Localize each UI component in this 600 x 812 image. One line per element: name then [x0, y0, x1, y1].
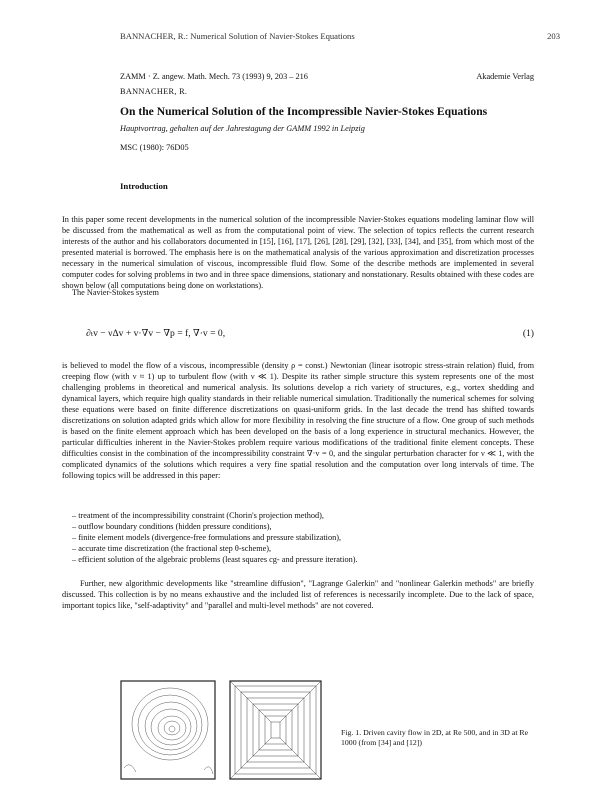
author-name: BANNACHER, R.	[120, 87, 188, 96]
further-paragraph: Further, new algorithmic developments like "streamline diffusion", "Lagrange Galerkin" and "nonlinear Galerkin methods" are briefly discussed. This collection is by no means exhaustive and the included list of references is necessarily incomplete. Due to the lack of space, important topics like, "self-adaptivity" and "parallel and multi-level methods" are not covered.	[62, 579, 534, 611]
list-item: – outflow boundary conditions (hidden pressure conditions),	[72, 521, 532, 532]
figure-caption: Fig. 1. Driven cavity flow in 2D, at Re 500, and in 3D at Re 1000 (from [34] and [12])	[341, 728, 529, 748]
paper-subtitle: Hauptvortrag, gehalten auf der Jahrestagung der GAMM 1992 in Leipzig	[120, 124, 365, 133]
list-item: – treatment of the incompressibility constraint (Chorin's projection method),	[72, 510, 532, 521]
system-intro-line: The Navier-Stokes system	[72, 288, 159, 297]
section-heading: Introduction	[120, 181, 168, 191]
paper-title: On the Numerical Solution of the Incompressible Navier-Stokes Equations	[120, 105, 488, 118]
page-number: 203	[547, 31, 560, 41]
navier-stokes-equation	[86, 328, 534, 339]
intro-paragraph: In this paper some recent developments in the numerical solution of the incompressible Navier-Stokes equations modeling laminar flow will be discussed from the mathematical as well as from the computational point of view. The selection of topics reflects the current research interests of the author and his collaborators documented in [15], [16], [17], [26], [28], [29], [32], [33], [34], and [35], from which most of the presented material is borrowed. The emphasis here is on the mathematical analysis of the various approximation and discretization processes necessary in the numerical simulation of viscous, incompressible fluid flow. Some of the describe methods are implemented in several computer codes for solving problems in two and in three space dimensions, stationary and nonstationary. Results obtained with these codes are shown below (all computations being done on workstations).	[62, 215, 534, 291]
figure-2d-cavity	[120, 680, 216, 780]
publisher: Akademie Verlag	[476, 72, 534, 81]
msc-classification: MSC (1980): 76D05	[120, 143, 189, 152]
list-item: – finite element models (divergence-free formulations and pressure stabilization),	[72, 532, 532, 543]
running-head: BANNACHER, R.: Numerical Solution of Navier-Stokes Equations	[120, 31, 355, 41]
figure-3d-cavity	[229, 680, 322, 780]
list-item: – accurate time discretization (the fractional step θ-scheme),	[72, 543, 532, 554]
topic-list	[72, 510, 532, 565]
list-item: – efficient solution of the algebraic problems (least squares cg- and pressure iteration).	[72, 554, 532, 565]
model-paragraph: is believed to model the flow of a viscous, incompressible (density ρ = const.) Newtonian (linear isotropic stress-strain relation) fluid, from creeping flow (with ν ≈ 1) up to turbulent flow (with ν ≪ 1). Despite its rather simple structure this system represents one of the most challenging problems in theoretical and numerical analysis. Its solutions develop a rich variety of structures, e.g., vortex shedding and dynamical layers, which require high quality standards in their reliable numerical simulation. Traditionally the numerical schemes for solving these equations were based on finite difference discretizations on quasi-uniform grids. In the last decade the trend has shifted towards discretizations on solution adapted grids which allow for more flexibility in resolving the fine structure of a flow. One group of such methods is based on the finite element approach which has been developed on the basis of a long experience in structural mechanics. However, the particular difficulties inherent in the Navier-Stokes problem require various modifications of the traditional finite element concepts. These difficulties consist in the combination of the incompressibility constraint ∇·v = 0, and the singular perturbation character for ν ≪ 1, with the complicated dynamics of the solutions which requires a very fine spatial resolution and the computation over long intervals of time. The following topics will be addressed in this paper:	[62, 361, 534, 481]
equation-body: ∂ₜv − νΔv + v·∇v − ∇p = f, ∇·v = 0,	[86, 328, 226, 339]
equation-number: (1)	[522, 328, 534, 339]
journal-reference: ZAMM · Z. angew. Math. Mech. 73 (1993) 9, 203 – 216	[120, 72, 308, 81]
